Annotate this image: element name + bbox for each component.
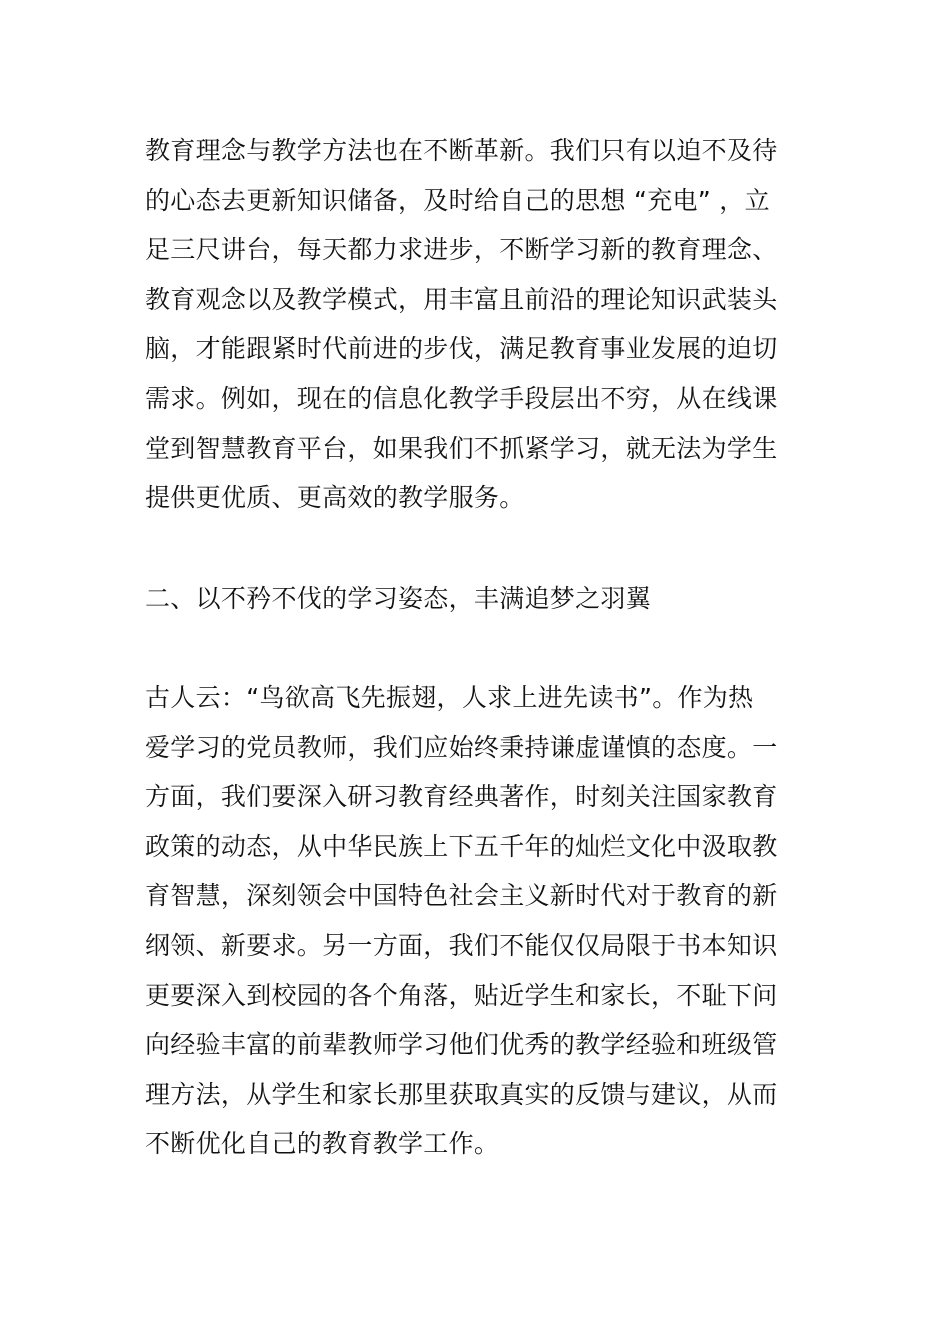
text-line: 向经验丰富的前辈教师学习他们优秀的教学经验和班级管 [145, 1030, 778, 1060]
text-line: 更要深入到校园的各个角落，贴近学生和家长，不耻下问 [145, 980, 778, 1010]
text-line: 方面，我们要深入研习教育经典著作，时刻关注国家教育 [145, 782, 778, 812]
text-line: 不断优化自己的教育教学工作。 [145, 1129, 500, 1159]
paragraph-1 [145, 126, 810, 523]
text-line: 教育理念与教学方法也在不断革新。我们只有以迫不及待 [145, 136, 778, 165]
text-line: 的心态去更新知识储备，及时给自己的思想 “充电” ，立 [145, 185, 770, 215]
paragraph-2 [145, 673, 810, 1169]
text-line: 理方法，从学生和家长那里获取真实的反馈与建议，从而 [145, 1079, 778, 1109]
text-line: 脑，才能跟紧时代前进的步伐，满足教育事业发展的迫切 [145, 334, 778, 364]
text-line: 提供更优质、更高效的教学服务。 [145, 483, 525, 513]
text-line: 爱学习的党员教师，我们应始终秉持谦虚谨慎的态度。一 [145, 732, 778, 762]
text-line: 政策的动态，从中华民族上下五千年的灿烂文化中汲取教 [145, 831, 778, 861]
text-line: 堂到智慧教育平台，如果我们不抓紧学习，就无法为学生 [145, 433, 778, 463]
text-line: 育智慧，深刻领会中国特色社会主义新时代对于教育的新 [145, 881, 778, 911]
text-line: 纲领、新要求。另一方面，我们不能仅仅局限于书本知识 [145, 930, 778, 960]
text-line: 需求。例如，现在的信息化教学手段层出不穷，从在线课 [145, 383, 778, 413]
text-line: 古人云：“鸟欲高飞先振翅，人求上进先读书”。作为热 [145, 683, 754, 712]
text-line: 教育观念以及教学模式，用丰富且前沿的理论知识武装头 [145, 284, 778, 314]
text-line: 足三尺讲台，每天都力求进步，不断学习新的教育理念、 [145, 235, 778, 265]
section-heading: 二、以不矜不伐的学习姿态，丰满追梦之羽翼 [145, 584, 652, 613]
